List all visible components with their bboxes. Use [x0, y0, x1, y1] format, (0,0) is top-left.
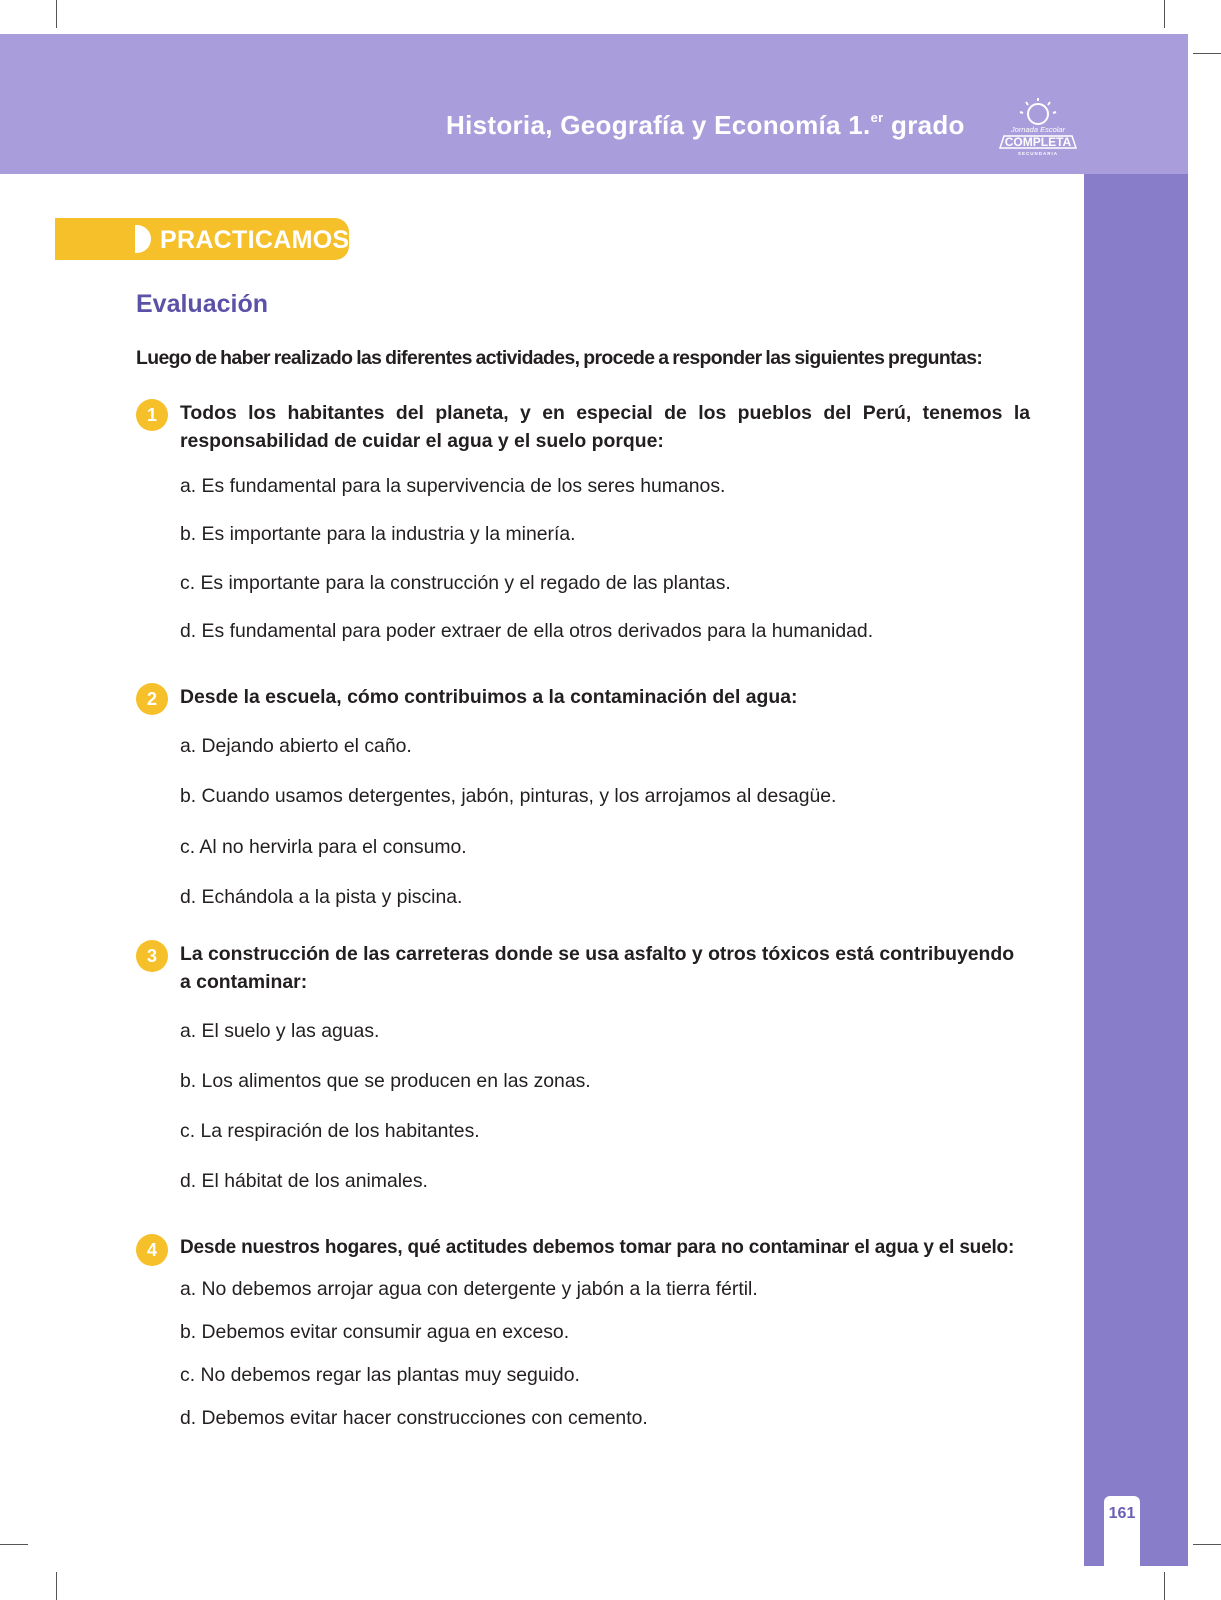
crop-mark	[0, 1544, 28, 1545]
question-text: Desde la escuela, cómo contribuimos a la contaminación del agua:	[180, 686, 798, 708]
answer-option: c. La respiración de los habitantes.	[180, 1120, 480, 1142]
question-number-badge: 4	[136, 1234, 168, 1266]
crop-mark	[1164, 1572, 1165, 1600]
header-title	[446, 110, 965, 141]
answer-option: c. Al no hervirla para el consumo.	[180, 836, 467, 858]
question-text: Todos los habitantes del planeta, y en especial de los pueblos del Perú, tenemos la responsabilidad de cuidar el agua y el suelo porque:	[180, 402, 1030, 452]
answer-option: d. Es fundamental para poder extraer de ella otros derivados para la humanidad.	[180, 620, 874, 642]
crop-mark	[56, 0, 57, 28]
answer-option: a. No debemos arrojar agua con detergente y jabón a la tierra fértil.	[180, 1278, 758, 1300]
svg-text:Jornada Escolar: Jornada Escolar	[1010, 125, 1066, 134]
answer-option: d. El hábitat de los animales.	[180, 1170, 428, 1192]
side-bar	[1084, 174, 1188, 1566]
answer-option: c. No debemos regar las plantas muy seguido.	[180, 1364, 580, 1386]
crop-mark	[1193, 53, 1221, 54]
intro-instruction: Luego de haber realizado las diferentes actividades, procede a responder las siguientes preguntas:	[136, 347, 983, 369]
answer-option: c. Es importante para la construcción y el regado de las plantas.	[180, 572, 731, 594]
question-number-badge: 3	[136, 940, 168, 972]
jornada-logo	[996, 96, 1080, 158]
question-number-badge: 2	[136, 683, 168, 715]
header-title-sup: er	[870, 110, 884, 126]
crop-mark	[56, 1572, 57, 1600]
answer-option: a. Es fundamental para la supervivencia de los seres humanos.	[180, 475, 726, 497]
badge-label: PRACTICAMOS	[160, 226, 350, 254]
answer-option: d. Debemos evitar hacer construcciones con cemento.	[180, 1407, 648, 1429]
answer-option: b. Debemos evitar consumir agua en exceso.	[180, 1321, 570, 1343]
answer-option: a. Dejando abierto el caño.	[180, 735, 412, 757]
answer-option: b. Es importante para la industria y la minería.	[180, 523, 576, 545]
question-text: La construcción de las carreteras donde se usa asfalto y otros tóxicos está contribuyendo a contaminar:	[180, 943, 1015, 993]
crop-mark	[1193, 1544, 1221, 1545]
answer-option: b. Cuando usamos detergentes, jabón, pinturas, y los arrojamos al desagüe.	[180, 785, 837, 807]
page-number: 161	[1108, 1505, 1136, 1522]
crop-mark	[1164, 0, 1165, 28]
header-title-main: Historia, Geografía y Economía 1.	[446, 110, 871, 140]
answer-option: d. Echándola a la pista y piscina.	[180, 886, 463, 908]
header-title-end: grado	[883, 110, 965, 140]
svg-text:COMPLETA: COMPLETA	[1004, 135, 1072, 149]
answer-option: a. El suelo y las aguas.	[180, 1020, 380, 1042]
answer-option: b. Los alimentos que se producen en las zonas.	[180, 1070, 591, 1092]
question-number-badge: 1	[136, 399, 168, 431]
question-text: Desde nuestros hogares, qué actitudes debemos tomar para no contaminar el agua y el suelo:	[180, 1237, 1015, 1258]
svg-text:SECUNDARIA: SECUNDARIA	[1017, 151, 1059, 156]
section-title: Evaluación	[136, 290, 268, 318]
